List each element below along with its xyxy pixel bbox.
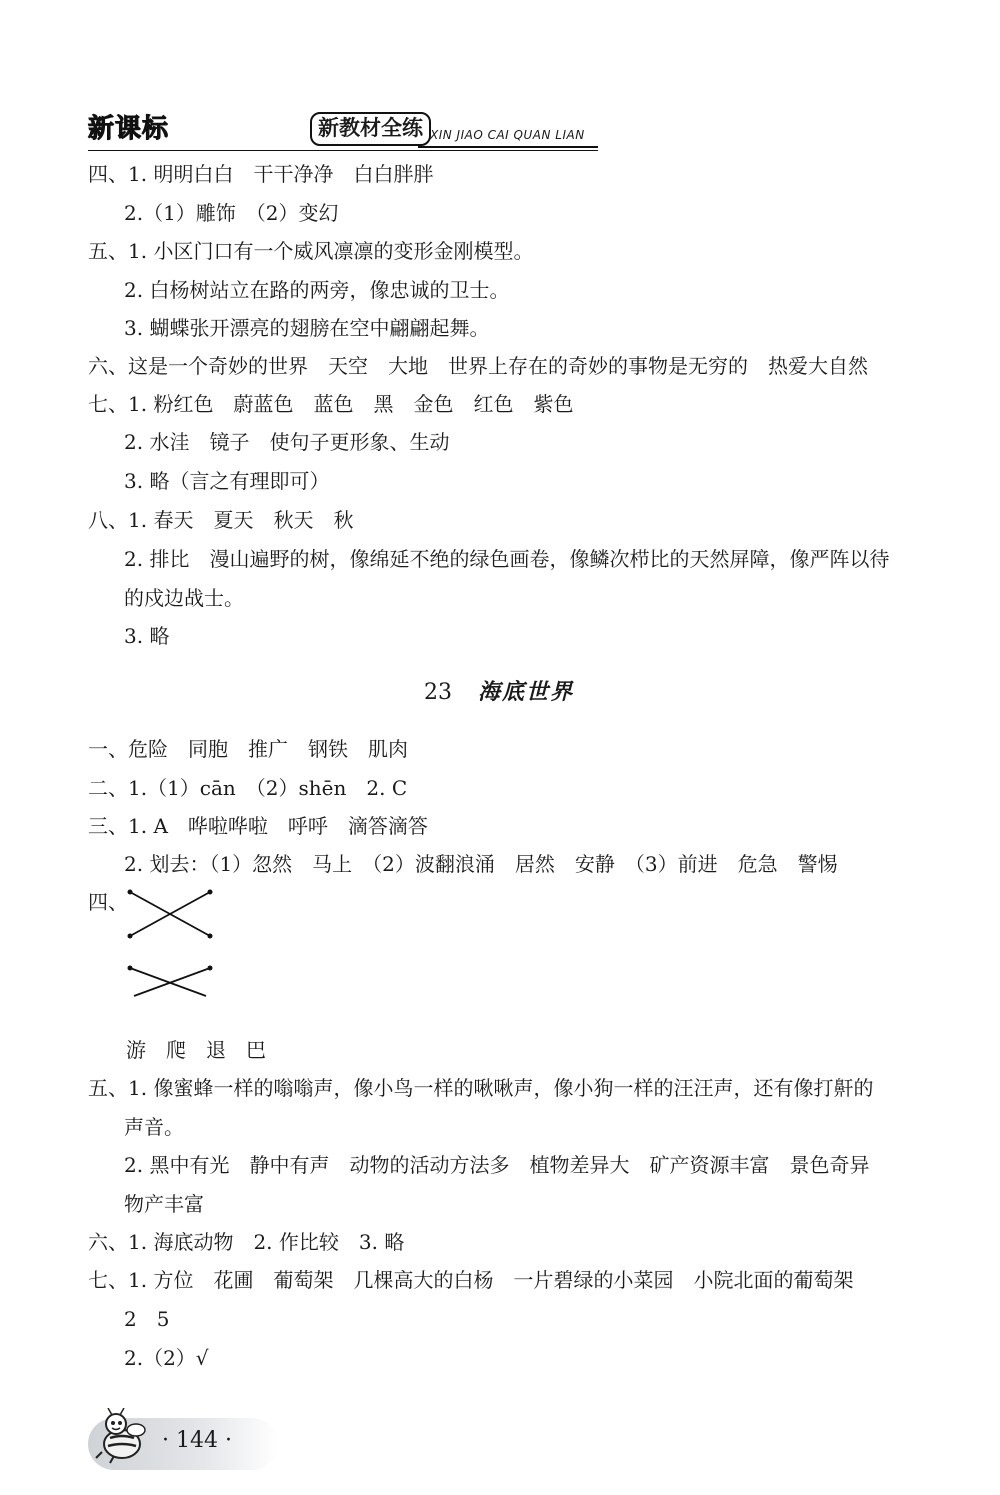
answer-line: 六、这是一个奇妙的世界 天空 大地 世界上存在的奇妙的事物是无穷的 热爱大自然 <box>88 354 868 378</box>
answer-line: 3. 蝴蝶张开漂亮的翅膀在空中翩翩起舞。 <box>124 316 490 340</box>
answer-line: 物产丰富 <box>124 1192 204 1216</box>
answer-line: 2. 黑中有光 静中有声 动物的活动方法多 植物差异大 矿产资源丰富 景色奇异 <box>124 1153 870 1177</box>
header-underline <box>88 150 598 151</box>
answer-line: 2. 白杨树站立在路的两旁，像忠诚的卫士。 <box>124 278 510 302</box>
answer-line: 二、1.（1）cān （2）shēn 2. C <box>88 776 408 800</box>
answer-line: 七、1. 方位 花圃 葡萄架 几棵高大的白杨 一片碧绿的小菜园 小院北面的葡萄架 <box>88 1268 854 1292</box>
matching-words: 游 爬 退 巴 <box>126 1038 266 1062</box>
section-number: 23 <box>424 680 452 705</box>
answer-line: 四、 <box>88 890 128 914</box>
answer-line: 3. 略（言之有理即可） <box>124 469 330 493</box>
answer-line: 2. 水洼 镜子 使句子更形象、生动 <box>124 430 450 454</box>
brand-subtitle: 新教材全练 <box>310 112 431 146</box>
answer-line: 2 5 <box>124 1307 170 1331</box>
answer-line: 2.（1）雕饰 （2）变幻 <box>124 201 339 225</box>
answer-line: 2. 排比 漫山遍野的树，像绵延不绝的绿色画卷，像鳞次栉比的天然屏障，像严阵以待 <box>124 547 890 571</box>
matching-bottom-pair <box>128 966 213 997</box>
answer-line: 五、1. 小区门口有一个威风凛凛的变形金刚模型。 <box>88 239 534 263</box>
answer-line: 3. 略 <box>124 624 170 648</box>
page-number-badge <box>88 1418 278 1470</box>
section-title: 海底世界 <box>478 680 575 705</box>
answer-line: 四、1. 明明白白 干干净净 白白胖胖 <box>88 162 434 186</box>
match-line <box>134 968 210 996</box>
answer-line: 三、1. A 哗啦哗啦 呼呼 滴答滴答 <box>88 814 428 838</box>
page-number: · 144 · <box>162 1428 232 1453</box>
answer-line: 七、1. 粉红色 蔚蓝色 蓝色 黑 金色 红色 紫色 <box>88 392 574 416</box>
header-rule <box>418 146 598 148</box>
answer-line: 2. 划去：（1）忽然 马上 （2）波翻浪涌 居然 安静 （3）前进 危急 警惕 <box>124 852 838 876</box>
bee-icon <box>92 1408 150 1464</box>
book-header <box>88 102 598 152</box>
match-line <box>130 968 206 996</box>
answer-line: 一、危险 同胞 推广 钢铁 肌肉 <box>88 737 408 761</box>
matching-top-pair <box>128 890 213 939</box>
answer-line: 的戍边战士。 <box>124 586 244 610</box>
matching-diagram <box>126 888 216 998</box>
section-heading <box>424 678 574 708</box>
answer-line: 声音。 <box>124 1115 184 1139</box>
answer-line: 六、1. 海底动物 2. 作比较 3. 略 <box>88 1230 405 1254</box>
answer-line: 2.（2）√ <box>124 1346 209 1370</box>
answer-line: 五、1. 像蜜蜂一样的嗡嗡声，像小鸟一样的啾啾声，像小狗一样的汪汪声，还有像打鼾的 <box>88 1076 874 1100</box>
brand-logo-text: 新课标 <box>88 114 170 144</box>
answer-line: 八、1. 春天 夏天 秋天 秋 <box>88 508 354 532</box>
brand-pinyin: XIN JIAO CAI QUAN LIAN <box>430 128 585 142</box>
